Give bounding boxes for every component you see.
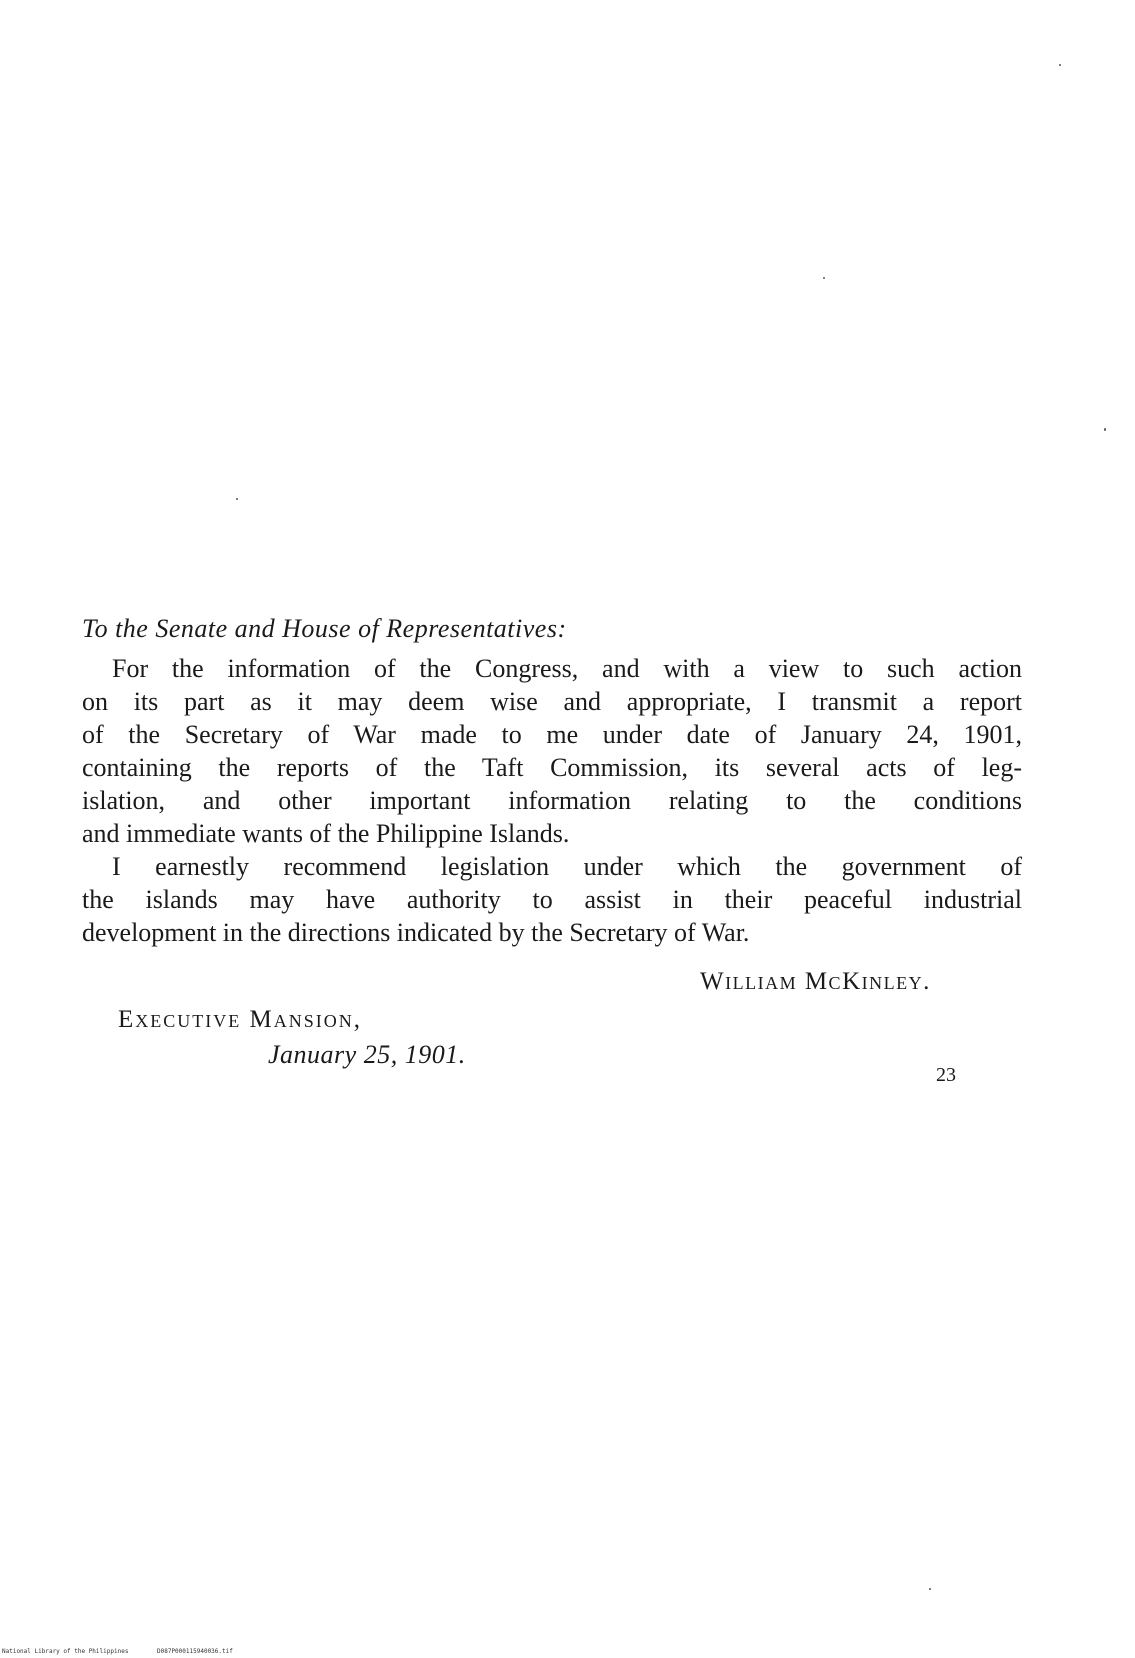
text-line: containing the reports of the Taft Commission, its several acts of leg- [82,753,1022,782]
date-line: January 25, 1901. [268,1040,466,1069]
letter-body [82,652,1022,949]
page-number: 23 [936,1064,956,1086]
scan-speck [823,277,825,279]
footer-filename: D087P000115940036.tif [157,1648,233,1655]
scan-speck [1059,64,1061,66]
scan-speck [236,498,238,500]
text-line: islation, and other important information relating to the conditions [82,786,1022,815]
text-line: of the Secretary of War made to me under date of January 24, 1901, [82,720,1022,749]
text-line: development in the directions indicated by the Secretary of War. [82,918,750,947]
paragraph-transmittal [82,652,1022,850]
signature: William McKinley. [700,968,931,995]
scan-speck [1104,428,1106,431]
text-line: For the information of the Congress, and with a view to such action [112,654,1022,683]
footer-library: National Library of the Philippines [2,1648,129,1655]
paragraph-recommendation [82,850,1022,949]
salutation: To the Senate and House of Representatives: [82,614,567,643]
place-line: Executive Mansion, [118,1006,362,1033]
text-line: I earnestly recommend legislation under which the government of [112,852,1022,881]
text-line: the islands may have authority to assist in their peaceful industrial [82,885,1022,914]
text-line: and immediate wants of the Philippine Islands. [82,819,570,848]
scan-footer [2,1648,233,1655]
text-line: on its part as it may deem wise and appropriate, I transmit a report [82,687,1022,716]
scan-speck [929,1588,931,1590]
